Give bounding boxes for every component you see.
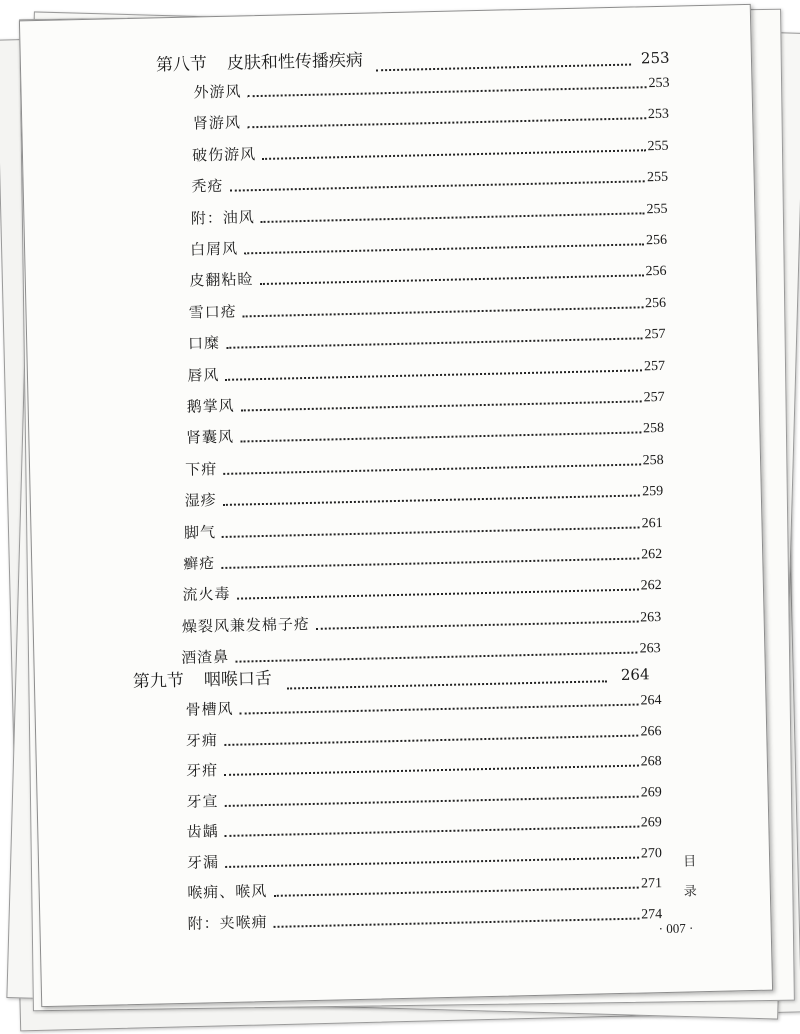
toc-entry-page: 258 (642, 421, 665, 437)
toc-entry-title: 唇风 (187, 365, 220, 385)
toc-entry (186, 748, 662, 781)
toc-entry-leader (235, 642, 638, 663)
toc-entry-title: 齿龋 (186, 822, 219, 841)
section-8-page: 253 (640, 48, 670, 68)
toc-entry-page: 255 (646, 169, 669, 186)
toc-entry (192, 133, 669, 166)
toc-entry-title: 燥裂风兼发棉子疮 (181, 614, 311, 636)
toc-entry-leader (273, 907, 639, 927)
toc-entry-leader (224, 724, 639, 745)
toc-entry-title: 外游风 (193, 82, 242, 102)
toc-entry-page: 253 (647, 107, 670, 123)
toc-entry (185, 447, 664, 480)
side-label-char-2: 录 (683, 884, 700, 900)
toc-entry-leader (262, 139, 646, 160)
toc-entry-leader (244, 233, 644, 254)
toc-entry-leader (247, 76, 646, 97)
toc-entry-page: 263 (640, 609, 662, 626)
toc-entry (187, 901, 662, 934)
toc-entry-title: 牙疳 (185, 761, 219, 780)
toc-entry-page: 274 (640, 906, 663, 923)
toc-entry (188, 290, 666, 323)
toc-entry-leader (224, 785, 639, 806)
toc-entry (186, 809, 662, 842)
toc-entry-leader (247, 108, 646, 129)
toc-entry (182, 604, 662, 637)
section-9-heading (133, 664, 273, 692)
toc-entry-page: 258 (642, 452, 664, 469)
section-8-title: 皮肤和性传播疾病 (226, 50, 364, 74)
toc-entry-leader (273, 877, 639, 897)
toc-entry (184, 510, 663, 543)
toc-entry (191, 195, 668, 228)
toc-entry-page: 262 (640, 578, 662, 594)
toc-entry-title: 脚气 (183, 522, 217, 542)
toc-entry-title: 喉痈、喉风 (187, 882, 268, 902)
toc-entry-page: 257 (643, 389, 665, 406)
toc-entry-title: 牙漏 (186, 852, 220, 872)
toc-entry (187, 870, 662, 903)
toc-entry-title: 酒渣鼻 (180, 648, 230, 668)
toc-entry-title: 附：夹喉痈 (187, 912, 268, 933)
toc-entry-leader (240, 422, 641, 443)
toc-entry-page: 263 (639, 641, 661, 657)
toc-entry (182, 572, 662, 605)
toc-entry (186, 415, 665, 448)
toc-entry (185, 687, 661, 720)
toc-entry-page: 264 (640, 693, 662, 709)
toc-entry (186, 384, 664, 417)
toc-entry-leader (221, 547, 639, 568)
section-9-page: 264 (620, 665, 650, 684)
toc-entry-page: 271 (640, 876, 663, 892)
toc-entry-page: 269 (640, 784, 662, 801)
toc-entry (186, 718, 662, 751)
toc-entry (187, 352, 665, 385)
toc-entry-title: 肾囊风 (185, 428, 235, 448)
toc-page (19, 4, 773, 1007)
toc-entry-title: 附：油风 (190, 207, 256, 228)
toc-entry-title: 流火毒 (182, 585, 231, 605)
toc-entry-title: 雪口疮 (188, 302, 237, 322)
toc-entry-leader (229, 170, 645, 191)
toc-content (20, 5, 772, 1006)
section-9-number: 第九节 (132, 670, 185, 693)
section-8-heading (156, 46, 364, 76)
toc-entry-page: 253 (648, 75, 670, 92)
toc-entry (184, 478, 663, 511)
toc-entry-leader (225, 846, 639, 867)
toc-entry-leader (224, 755, 639, 776)
page-folio: · 007 · (658, 920, 694, 937)
toc-entry-page: 255 (647, 138, 669, 154)
toc-entry-page: 261 (641, 515, 663, 532)
toc-entry-title: 皮翻粘睑 (189, 270, 254, 291)
toc-entry-title: 秃疮 (191, 177, 224, 196)
toc-entry-title: 牙宣 (186, 791, 219, 811)
toc-entry-leader (316, 610, 639, 629)
toc-entry-leader (225, 359, 642, 380)
toc-entry (193, 101, 670, 134)
toc-entry-page: 268 (640, 754, 662, 770)
toc-entry-leader (222, 516, 640, 537)
toc-entry-page: 256 (644, 295, 667, 312)
toc-entry-page: 270 (640, 845, 663, 862)
toc-entry-page: 257 (643, 358, 666, 374)
toc-entry-leader (226, 328, 643, 349)
toc-entry-page: 266 (640, 723, 662, 740)
toc-entry-page: 256 (645, 232, 668, 249)
toc-entry-leader (223, 485, 641, 506)
toc-entry-leader (241, 390, 642, 411)
toc-entry (187, 840, 662, 873)
toc-entry-title: 肾游风 (192, 113, 242, 133)
toc-entry (190, 227, 667, 260)
toc-entry (191, 164, 668, 197)
section-8-number: 第八节 (155, 54, 208, 76)
toc-entry-page: 256 (645, 264, 667, 280)
toc-entry (186, 779, 662, 812)
toc-entry-page: 255 (646, 201, 668, 217)
toc-entry-title: 癣疮 (183, 554, 216, 573)
toc-entry-page: 257 (644, 327, 666, 343)
toc-entry-title: 鹅掌风 (186, 396, 235, 416)
toc-entry-leader (223, 453, 641, 474)
toc-entry (183, 541, 662, 574)
toc-entry-leader (259, 265, 643, 286)
toc-entry (188, 321, 666, 354)
toc-entry-page: 262 (641, 546, 663, 563)
toc-entry-leader (225, 816, 639, 837)
section-9-title: 咽喉口舌 (203, 668, 273, 691)
toc-entry-title: 下疳 (185, 459, 218, 479)
toc-entry-title: 湿疹 (184, 491, 217, 510)
toc-entry-title: 破伤游风 (191, 144, 257, 165)
toc-entry-page: 269 (640, 815, 663, 831)
toc-entry-title: 牙痈 (185, 730, 219, 750)
toc-entry-leader (239, 694, 638, 715)
toc-entry-leader (243, 296, 644, 317)
toc-entry (189, 258, 667, 291)
toc-entry-page: 259 (641, 484, 664, 500)
toc-entry-title: 骨槽风 (185, 699, 234, 719)
section-8-leader (376, 46, 631, 72)
toc-entry-leader (261, 202, 645, 223)
section-9-leader (287, 662, 607, 689)
toc-entry-leader (236, 579, 638, 600)
toc-entry (193, 70, 669, 103)
toc-entry-title: 口糜 (187, 334, 221, 353)
toc-entry-title: 白屑风 (189, 239, 239, 259)
side-label-char-1: 目 (682, 854, 699, 870)
